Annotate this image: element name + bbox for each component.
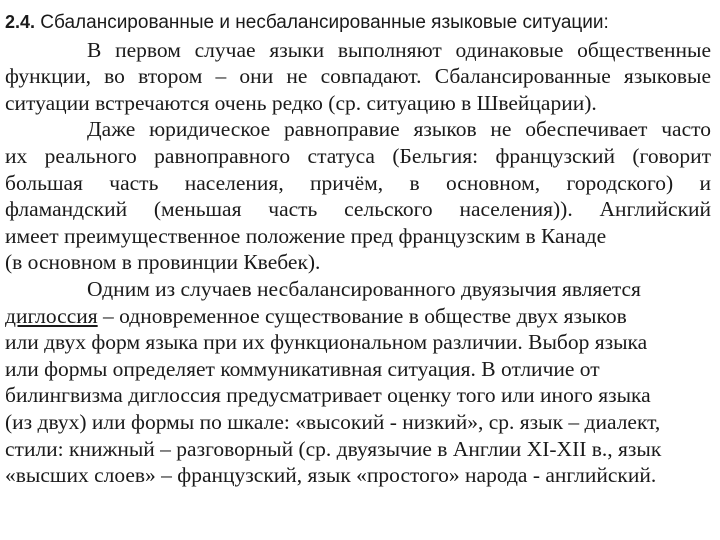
text-line: функции, во втором – они не совпадают. Сбалансированные языковые (5, 64, 711, 89)
section-heading (5, 8, 711, 37)
paragraph-legal-equality (5, 116, 711, 276)
text-line (5, 303, 711, 330)
paragraph-balanced (5, 37, 711, 117)
text-line: ситуации встречаются очень редко (ср. ситуацию в Швейцарии). (5, 90, 597, 115)
text-fragment: – одновременное существование в обществе двух языков (97, 303, 627, 328)
text-line: фламандский (меньшая часть сельского населения)). Английский (5, 197, 711, 222)
text-line: их реального равноправного статуса (Бельгия: французский (говорит (5, 143, 711, 168)
section-number: 2.4. (5, 12, 36, 32)
text-line: Даже юридическое равноправие языков не обеспечивает часто (87, 117, 711, 142)
text-line: или двух форм языка при их функциональном различии. Выбор языка (5, 330, 648, 355)
text-line: В первом случае языки выполняют одинаковые общественные (87, 37, 711, 62)
slide-content (5, 8, 711, 489)
term-diglossia: диглоссия (5, 303, 98, 328)
text-line: «высших слоев» – французский, язык «простого» народа - английский. (5, 463, 657, 488)
paragraph-diglossia (5, 276, 711, 489)
text-line: большая часть населения, причём, в основном, городского) и (5, 170, 711, 195)
text-line: стили: книжный – разговорный (ср. двуязычие в Англии XI-XII в., язык (5, 436, 662, 461)
text-line: имеет преимущественное положение пред французским в Канаде (5, 223, 607, 248)
section-title: Сбалансированные и несбалансированные языковые ситуации: (35, 12, 609, 33)
text-line: (из двух) или формы по шкале: «высокий - низкий», ср. язык – диалект, (5, 409, 661, 434)
text-line: или формы определяет коммуникативная ситуация. В отличие от (5, 356, 600, 381)
text-line: Одним из случаев несбалансированного двуязычия является (87, 276, 641, 301)
text-line: (в основном в провинции Квебек). (5, 250, 321, 275)
text-line: билингвизма диглоссия предусматривает оценку того или иного языка (5, 383, 651, 408)
